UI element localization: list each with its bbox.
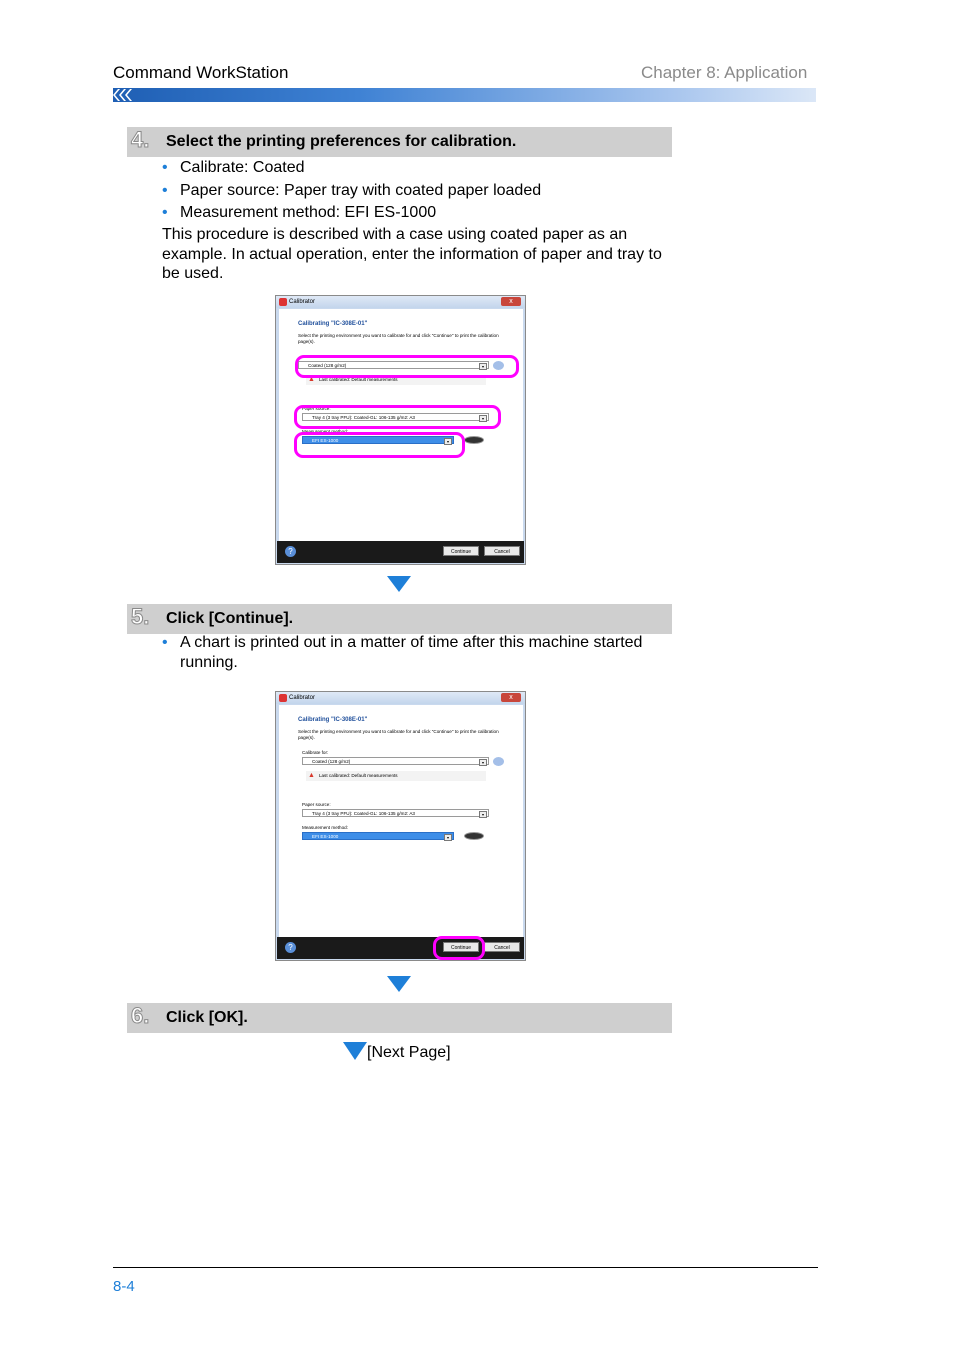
step-4-paragraph: This procedure is described with a case using coated paper as an example. In actual operation, enter the information of paper and tray to be used.: [162, 226, 662, 282]
spectrophotometer-icon: [464, 832, 484, 840]
info-icon[interactable]: [493, 757, 504, 766]
cancel-button[interactable]: Cancel: [484, 942, 520, 952]
dialog-body: [279, 705, 523, 937]
bullet-icon: •: [162, 634, 168, 651]
chevron-down-icon: ▾: [479, 363, 487, 370]
continue-button[interactable]: Continue: [443, 942, 479, 952]
bullet-icon: •: [162, 204, 168, 221]
window-titlebar: Calibrator x: [276, 692, 525, 704]
dialog-footer: [277, 937, 524, 959]
header-chapter: Chapter 8: Application: [641, 63, 808, 82]
help-icon[interactable]: ?: [285, 546, 296, 557]
app-logo-icon: [279, 694, 287, 702]
bullet-icon: •: [162, 159, 168, 176]
chevrons-icon: [111, 87, 135, 103]
down-arrow-icon: [387, 576, 411, 592]
step-4-heading: [127, 127, 672, 157]
measurement-label: Measurement method:: [302, 825, 348, 830]
chevron-down-icon: ▾: [444, 834, 452, 841]
step-5-heading: [127, 604, 672, 634]
header-bar: [113, 88, 816, 102]
step-5-bullets: [162, 633, 672, 672]
app-logo-icon: [279, 298, 287, 306]
dialog-heading: Calibrating "IC-308E-01": [298, 717, 368, 723]
next-page-link[interactable]: [Next Page]: [343, 1042, 451, 1062]
highlight-paper-source: [294, 405, 501, 429]
down-arrow-icon: [387, 976, 411, 992]
footer-rule: [113, 1267, 818, 1268]
calibrator-screenshot-1: [275, 295, 526, 565]
warning-icon: ▲: [308, 376, 315, 383]
last-calibrated-notice: ▲ Last calibrated: Default measurements: [306, 375, 486, 385]
chevron-down-icon: ▾: [479, 811, 487, 818]
highlight-calibrate-for: [295, 355, 519, 378]
help-icon[interactable]: ?: [285, 942, 296, 953]
dialog-instruction: Select the printing environment you want to calibrate for and click "Continue" to print the calibration page(s).: [298, 333, 499, 344]
window-titlebar: Calibrator x: [276, 296, 525, 308]
chevron-down-icon: ▾: [444, 438, 452, 445]
bullet-icon: •: [162, 181, 168, 199]
paper-source-select[interactable]: Tray 4 (3 tray PFU): Coated-GL: 106-135 g/m2: A3 ▾: [302, 809, 489, 817]
header-title: Command WorkStation: [113, 63, 289, 82]
paper-source-label: Paper source:: [302, 802, 331, 807]
last-calibrated-notice: ▲ Last calibrated: Default measurements: [306, 771, 486, 781]
paper-source-select[interactable]: Tray 4 (3 tray PFU): Coated-GL: 106-135 g/m2: A3 ▾: [302, 413, 489, 421]
highlight-measurement: [294, 432, 465, 458]
calibrate-for-label: Calibrate for:: [302, 750, 329, 755]
close-icon[interactable]: x: [501, 693, 521, 702]
spectrophotometer-icon: [464, 436, 484, 444]
step-title: Click [OK].: [166, 1009, 248, 1026]
next-page-arrow-icon: [343, 1042, 367, 1060]
dialog-instruction: Select the printing environment you want to calibrate for and click "Continue" to print the calibration page(s).: [298, 729, 499, 740]
calibrator-screenshot-2: [275, 691, 526, 961]
measurement-select[interactable]: EFI ES-1000 ▾: [302, 832, 454, 840]
continue-button[interactable]: Continue: [443, 546, 479, 556]
step-number: 4.: [131, 127, 150, 152]
chevron-down-icon: ▾: [479, 759, 487, 766]
paper-source-label: Paper source:: [302, 406, 331, 411]
step-number: 6.: [131, 1003, 150, 1028]
measurement-select[interactable]: EFI ES-1000 ▾: [302, 436, 454, 444]
chevron-down-icon: ▾: [479, 415, 487, 422]
list-item: • A chart is printed out in a matter of time after this machine started running.: [162, 634, 643, 671]
step-title: Select the printing preferences for calibration.: [166, 133, 517, 150]
step-title: Click [Continue].: [166, 610, 294, 627]
highlight-continue: [433, 936, 485, 960]
dialog-heading: Calibrating "IC-308E-01": [298, 321, 368, 327]
cancel-button[interactable]: Cancel: [484, 546, 520, 556]
calibrate-for-select[interactable]: Coated (128 g/m2) ▾: [302, 757, 489, 765]
calibrate-for-select[interactable]: Coated (128 g/m2) ▾: [298, 361, 489, 369]
close-icon[interactable]: x: [501, 297, 521, 306]
measurement-label: Measurement method:: [302, 429, 348, 434]
dialog-footer: [277, 541, 524, 563]
list-item: • Measurement method: EFI ES-1000: [162, 202, 541, 225]
list-item: • Calibrate: Coated: [162, 157, 541, 180]
list-item: • Paper source: Paper tray with coated paper loaded: [162, 180, 541, 203]
page-number: 8-4: [113, 1278, 135, 1295]
step-6-heading: [127, 1003, 672, 1033]
step-number: 5.: [131, 604, 150, 629]
step-4-bullets: [162, 157, 541, 225]
warning-icon: ▲: [308, 772, 315, 779]
